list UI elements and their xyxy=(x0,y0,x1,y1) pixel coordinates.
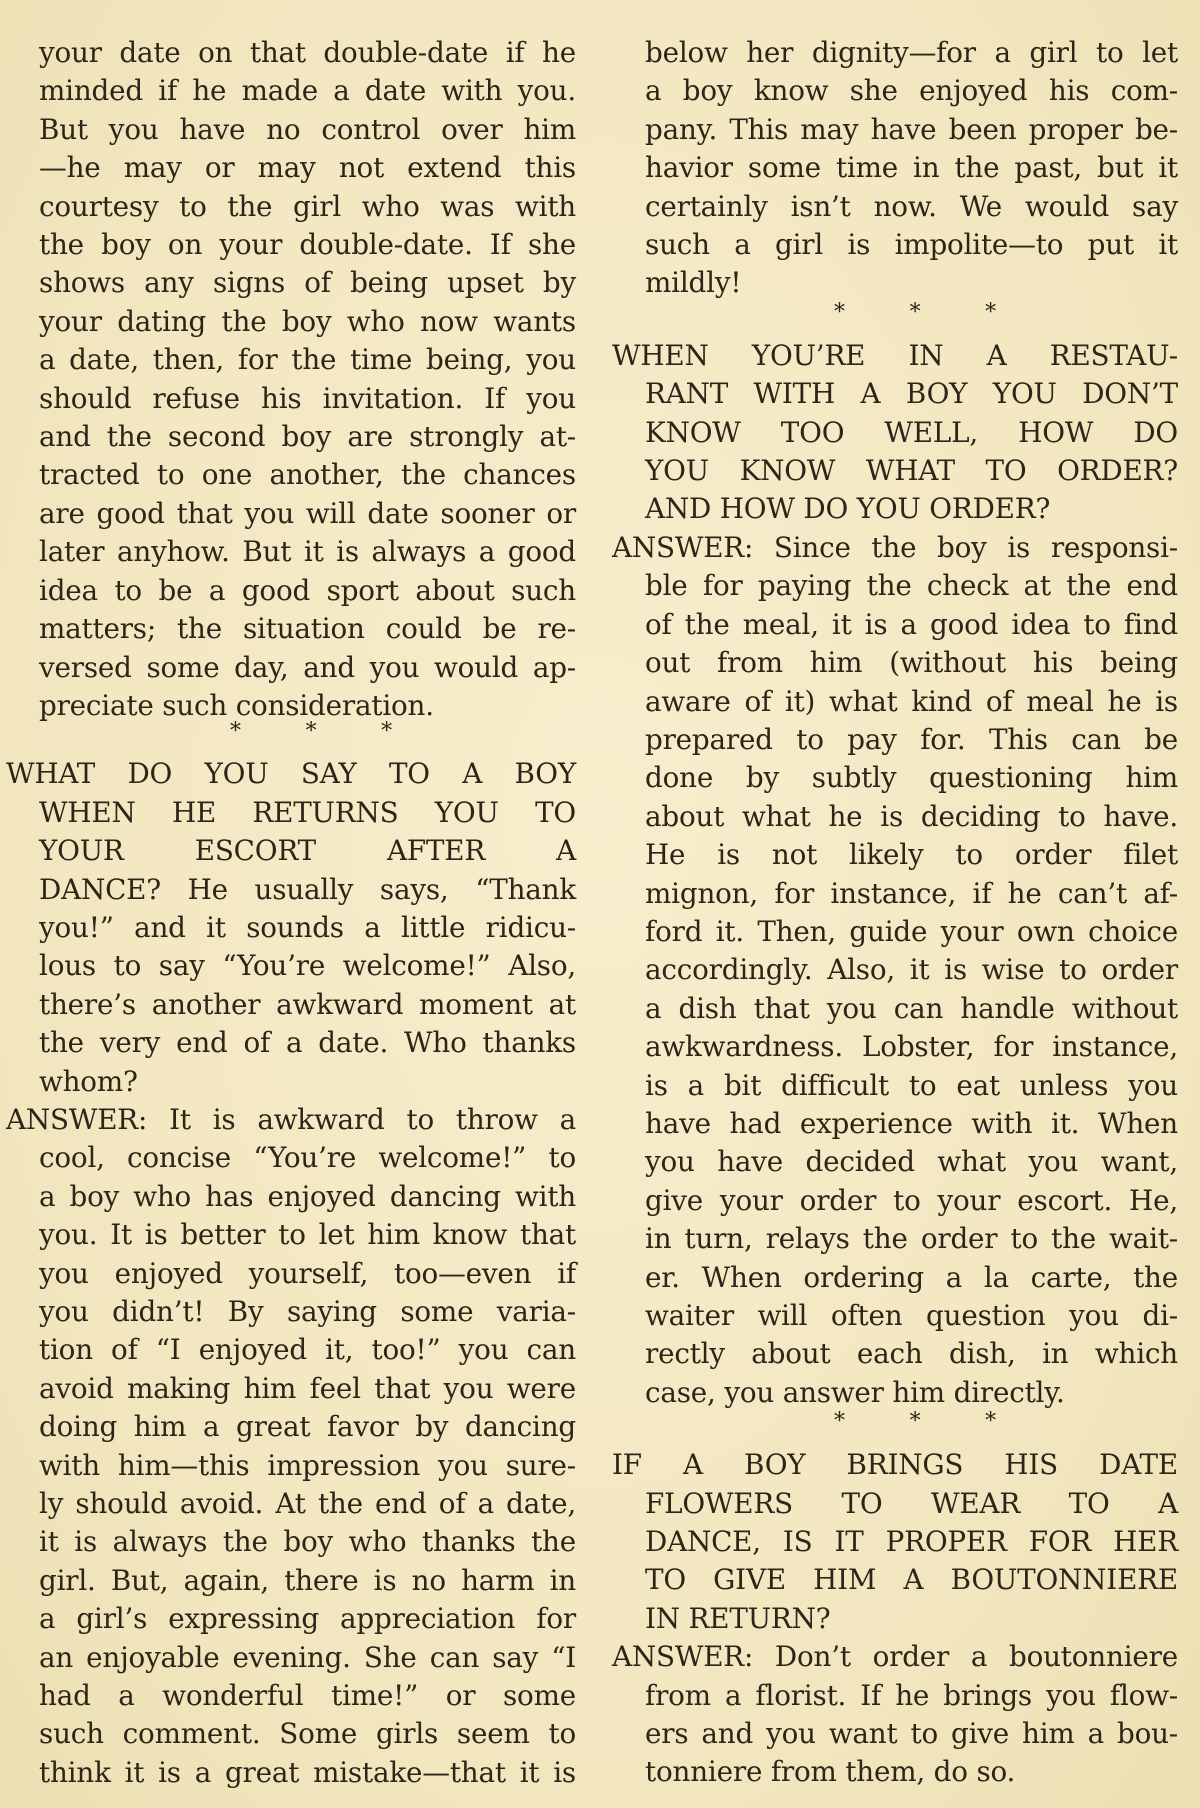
text-line: versed some day, and you would ap- xyxy=(39,650,576,684)
answer-line: He is not likely to order filet xyxy=(645,838,1178,872)
text-line: courtesy to the girl who was with xyxy=(39,189,576,223)
answer-line: done by subtly questioning him xyxy=(645,761,1178,795)
section-separator: * * * xyxy=(834,299,996,325)
answer-line: an enjoyable evening. She can say “I xyxy=(39,1640,576,1674)
answer-line: think it is a great mistake—that it is xyxy=(39,1755,576,1789)
question-line: there’s another awkward moment at xyxy=(39,987,576,1021)
text-line: idea to be a good sport about such xyxy=(39,573,576,607)
answer-line: ford it. Then, guide your own choice xyxy=(645,914,1178,948)
text-line: the boy on your double-date. If she xyxy=(39,228,576,262)
answer-line: tion of “I enjoyed it, too!” you can xyxy=(39,1333,576,1367)
answer-paragraph xyxy=(612,1638,1178,1792)
answer-paragraph xyxy=(612,529,1178,1412)
question-line: YOUR ESCORT AFTER A xyxy=(39,834,576,868)
answer-line: out from him (without his being xyxy=(645,646,1178,680)
answer-line: mignon, for instance, if he can’t af- xyxy=(645,876,1178,910)
answer-line: ANSWER: It is awkward to throw a xyxy=(6,1102,576,1136)
answer-line: had a wonderful time!” or some xyxy=(39,1679,576,1713)
question-line: whom? xyxy=(39,1064,138,1098)
text-line: matters; the situation could be re- xyxy=(39,612,576,646)
text-line: minded if he made a date with you. xyxy=(39,74,576,108)
answer-line: tonniere from them, do so. xyxy=(645,1755,1016,1789)
answer-line: ANSWER: Since the boy is responsi- xyxy=(612,530,1178,564)
text-line: are good that you will date sooner or xyxy=(39,496,576,530)
answer-line: with him—this impression you sure- xyxy=(39,1448,576,1482)
text-line: havior some time in the past, but it xyxy=(645,151,1178,185)
right-column xyxy=(612,34,1178,1808)
answer-line: of the meal, it is a good idea to find xyxy=(645,607,1178,641)
section-separator: * * * xyxy=(834,1409,996,1435)
answer-line: cool, concise “You’re welcome!” to xyxy=(39,1141,576,1175)
question-heading xyxy=(612,337,1178,529)
text-line: a date, then, for the time being, you xyxy=(39,343,576,377)
answer-line: er. When ordering a la carte, the xyxy=(645,1260,1178,1294)
answer-line: from a florist. If he brings you flow- xyxy=(645,1678,1178,1712)
text-line: later anyhow. But it is always a good xyxy=(39,535,576,569)
answer-line: you enjoyed yourself, too—even if xyxy=(39,1256,576,1290)
text-line: shows any signs of being upset by xyxy=(39,266,576,300)
answer-line: you. It is better to let him know that xyxy=(39,1218,576,1252)
answer-line: prepared to pay for. This can be xyxy=(645,722,1178,756)
question-line: you!” and it sounds a little ridicu- xyxy=(39,910,576,944)
answer-line: is a bit difficult to eat unless you xyxy=(645,1068,1178,1102)
answer-line: in turn, relays the order to the wait- xyxy=(645,1222,1178,1256)
question-line: YOU KNOW WHAT TO ORDER? xyxy=(645,454,1178,488)
answer-line: you have decided what you want, xyxy=(645,1145,1178,1179)
text-line: below her dignity—for a girl to let xyxy=(645,36,1178,69)
answer-line: give your order to your escort. He, xyxy=(645,1183,1178,1217)
answer-line: have had experience with it. When xyxy=(645,1106,1178,1140)
answer-line: waiter will often question you di- xyxy=(645,1299,1178,1332)
question-line: TO GIVE HIM A BOUTONNIERE xyxy=(645,1563,1178,1597)
question-line: RANT WITH A BOY YOU DON’T xyxy=(645,377,1178,411)
text-line: tracted to one another, the chances xyxy=(39,458,576,492)
answer-line: a girl’s expressing appreciation for xyxy=(39,1602,576,1636)
answer-line: case, you answer him directly. xyxy=(645,1375,1065,1409)
answer-line: you didn’t! By saying some varia- xyxy=(39,1295,576,1328)
answer-line: it is always the boy who thanks the xyxy=(39,1525,576,1559)
question-line: DANCE, IS IT PROPER FOR HER xyxy=(645,1525,1178,1559)
text-line: preciate such consideration. xyxy=(39,688,434,722)
section-separator: * * * xyxy=(230,719,392,745)
text-line: But you have no control over him xyxy=(39,112,576,146)
question-line: the very end of a date. Who thanks xyxy=(39,1026,576,1060)
continued-answer-paragraph xyxy=(612,34,1178,303)
text-line: —he may or may not extend this xyxy=(39,151,576,185)
question-line: IF A BOY BRINGS HIS DATE xyxy=(612,1448,1178,1482)
text-line: such a girl is impolite—to put it xyxy=(645,228,1178,262)
answer-line: ers and you want to give him a bou- xyxy=(645,1717,1178,1751)
text-line: pany. This may have been proper be- xyxy=(645,112,1178,146)
question-line: WHEN YOU’RE IN A RESTAU- xyxy=(612,338,1178,372)
answer-line: avoid making him feel that you were xyxy=(39,1371,576,1405)
text-line: a boy know she enjoyed his com- xyxy=(645,74,1178,108)
answer-paragraph xyxy=(6,1101,576,1792)
question-heading xyxy=(612,1446,1178,1638)
answer-line: awkwardness. Lobster, for instance, xyxy=(645,1030,1178,1064)
text-line: should refuse his invitation. If you xyxy=(39,381,576,415)
answer-line: accordingly. Also, it is wise to order xyxy=(645,953,1178,987)
question-line: IN RETURN? xyxy=(645,1601,831,1635)
answer-line: aware of it) what kind of meal he is xyxy=(645,684,1178,718)
question-line: WHAT DO YOU SAY TO A BOY xyxy=(6,757,576,791)
answer-line: ly should avoid. At the end of a date, xyxy=(39,1487,576,1521)
question-line: lous to say “You’re welcome!” Also, xyxy=(39,949,576,983)
text-line: certainly isn’t now. We would say xyxy=(645,189,1178,223)
answer-line: rectly about each dish, in which xyxy=(645,1337,1178,1371)
left-column xyxy=(6,34,576,1808)
answer-line: about what he is deciding to have. xyxy=(645,799,1178,833)
answer-line: a boy who has enjoyed dancing with xyxy=(39,1179,576,1213)
text-line: your dating the boy who now wants xyxy=(39,304,576,338)
question-line: FLOWERS TO WEAR TO A xyxy=(645,1486,1178,1520)
question-heading xyxy=(6,755,576,1101)
continued-answer-paragraph xyxy=(6,34,576,725)
answer-line: a dish that you can handle without xyxy=(645,991,1178,1025)
question-line: AND HOW DO YOU ORDER? xyxy=(645,492,1051,526)
text-line: mildly! xyxy=(645,266,742,300)
answer-line: such comment. Some girls seem to xyxy=(39,1717,576,1751)
text-line: your date on that double-date if he xyxy=(39,36,576,69)
answer-line: ANSWER: Don’t order a boutonniere xyxy=(612,1640,1178,1674)
text-line: and the second boy are strongly at- xyxy=(39,420,576,454)
answer-line: doing him a great favor by dancing xyxy=(39,1410,576,1444)
question-line: DANCE? He usually says, “Thank xyxy=(39,872,576,906)
answer-line: ble for paying the check at the end xyxy=(645,569,1178,603)
question-line: KNOW TOO WELL, HOW DO xyxy=(645,415,1178,449)
question-line: WHEN HE RETURNS YOU TO xyxy=(39,795,576,829)
answer-line: girl. But, again, there is no harm in xyxy=(39,1563,576,1597)
